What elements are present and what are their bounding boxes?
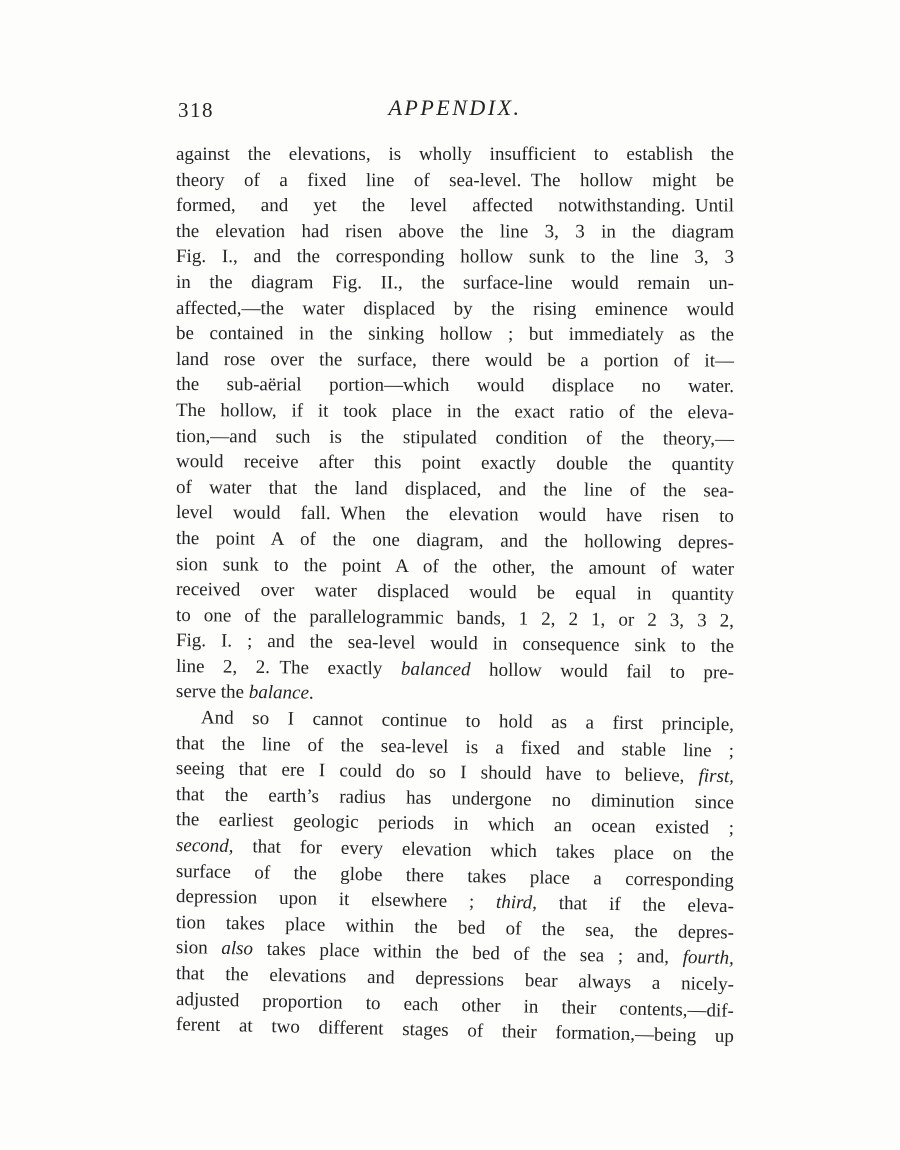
text-segment: Fig. I. ; and the sea-level would in consequence sink to the [175, 630, 735, 658]
text-segment: hollow would fail to pre- [470, 659, 735, 684]
text-segment: depression upon it elsewhere ; [175, 886, 497, 914]
text-segment: the earliest geologic periods in which an ocean existed ; [175, 809, 735, 840]
text-segment: third, [495, 892, 538, 914]
text-segment: against the elevations, is wholly insufficient to establish the [176, 144, 734, 165]
text-segment: that the elevations and depressions bear always a nicely- [175, 963, 735, 996]
text-segment: the point A of the one diagram, and the hollowing depres- [175, 527, 735, 554]
page-number: 318 [178, 98, 214, 122]
text-segment: of water that the land displaced, and the line of the sea- [175, 476, 735, 502]
text-line [176, 526, 734, 556]
text-segment: Fig. I., and the corresponding hollow sunk to the line 3, 3 [175, 246, 735, 269]
text-segment: second, [175, 835, 234, 857]
text-segment: affected,—the water displaced by the rising eminence would [175, 297, 735, 320]
text-segment: tion takes place within the bed of the sea, the depres- [175, 911, 735, 944]
text-segment: would receive after this point exactly double the quantity [175, 451, 735, 476]
text-line [176, 219, 734, 245]
text-segment: formed, and yet the level affected notwithstanding. Until [175, 195, 735, 217]
text-segment: the elevation had risen above the line 3, 3 in the diagram [175, 220, 735, 243]
text-block [175, 142, 735, 1048]
text-segment: that the line of the sea-level is a fixed and stable line ; [175, 732, 735, 762]
text-segment: serve the [175, 681, 249, 704]
text-segment: in the diagram Fig. II., the surface-line would remain un- [175, 271, 735, 294]
text-segment: adjusted proportion to each other in their contents,—dif- [175, 988, 735, 1022]
text-segment: balanced [400, 658, 471, 681]
text-line [176, 168, 734, 194]
text-segment: tion,—and such is the stipulated condition of the theory,— [175, 425, 735, 450]
text-segment: . [308, 683, 314, 705]
text-line [176, 193, 734, 219]
text-segment: first, [698, 765, 735, 788]
text-segment: line 2, 2. The exactly [175, 655, 402, 680]
text-segment: surface of the globe there takes place a corresponding [175, 860, 735, 892]
text-segment: And so I cannot continue to hold as a first principle, [200, 707, 735, 736]
text-segment: sion sunk to the point A of the other, the amount of water [175, 553, 735, 580]
text-line [176, 424, 734, 452]
text-segment: also [221, 938, 254, 960]
text-segment: that if the eleva- [536, 892, 735, 918]
text-segment: received over water displaced would be equal in quantity [175, 579, 735, 606]
text-line [176, 270, 734, 297]
text-segment: seeing that ere I could do so I should have to believe, [175, 758, 699, 787]
text-segment: balance [248, 682, 310, 705]
text-segment: The hollow, if it took place in the exact ratio of the eleva- [175, 399, 735, 424]
text-line [176, 372, 734, 400]
text-segment: takes place within the bed of the sea ; and, [252, 938, 683, 969]
text-line [176, 449, 734, 478]
text-segment: ferent at two different stages of their formation,—being up [175, 1014, 735, 1048]
text-line [176, 475, 734, 504]
text-line [176, 347, 734, 374]
running-header: APPENDIX. [388, 95, 522, 120]
text-segment: that the earth’s radius has undergone no diminution since [175, 783, 735, 814]
text-segment: land rose over the surface, there would be a portion of it— [175, 348, 735, 372]
text-line [176, 321, 734, 348]
text-segment: be contained in the sinking hollow ; but immediately as the [175, 323, 735, 346]
text-segment: that for every elevation which takes place on the [233, 835, 735, 866]
text-line [176, 398, 734, 426]
text-segment: fourth, [682, 947, 735, 970]
text-segment: sion [175, 937, 222, 960]
text-line [176, 142, 734, 168]
text-segment: the sub-aërial portion—which would displace no water. [175, 374, 735, 398]
text-segment: to one of the parallelogrammic bands, 1 2, 2 1, or 2 3, 3 2, [175, 604, 735, 632]
text-segment: level would fall. When the elevation would have risen to [175, 502, 735, 528]
text-line [176, 500, 734, 530]
text-segment: theory of a fixed line of sea-level. The hollow might be [175, 169, 735, 191]
text-line [176, 296, 734, 323]
text-line [176, 244, 734, 270]
